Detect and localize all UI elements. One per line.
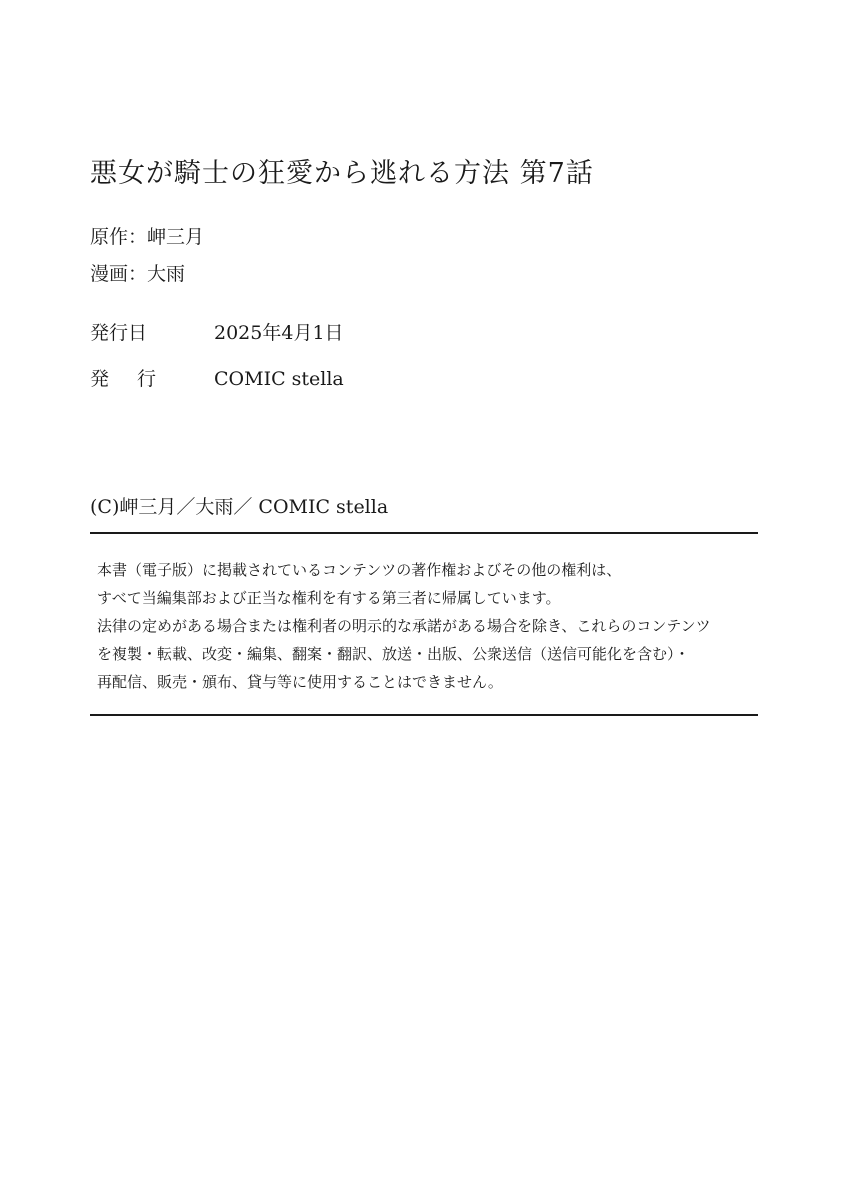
publication-date-value: 2025年4月1日 bbox=[214, 322, 344, 344]
original-author-credit: 原作：岬三月 bbox=[90, 226, 205, 248]
publication-date-label: 発行日 bbox=[90, 322, 148, 344]
rights-notice-line: 再配信、販売・頒布、貸与等に使用することはできません。 bbox=[97, 673, 503, 691]
publisher-label: 発行 bbox=[90, 368, 185, 390]
publisher-value: COMIC stella bbox=[214, 368, 344, 390]
artist-credit: 漫画：大雨 bbox=[90, 263, 186, 285]
publisher-row bbox=[90, 364, 344, 394]
divider-bottom bbox=[90, 714, 758, 716]
rights-notice-line: すべて当編集部および正当な権利を有する第三者に帰属しています。 bbox=[97, 589, 561, 607]
rights-notice-line: 法律の定めがある場合または権利者の明示的な承諾がある場合を除き、これらのコンテンツ bbox=[97, 617, 711, 635]
rights-notice-line: を複製・転載、改変・編集、翻案・翻訳、放送・出版、公衆送信（送信可能化を含む）・ bbox=[97, 645, 690, 663]
rights-notice bbox=[97, 556, 757, 696]
copyright-notice: (C)岬三月／大雨／ COMIC stella bbox=[90, 496, 389, 518]
work-title: 悪女が騎士の狂愛から逃れる方法 第7話 bbox=[90, 158, 594, 189]
divider-top bbox=[90, 532, 758, 534]
rights-notice-line: 本書（電子版）に掲載されているコンテンツの著作権およびその他の権利は、 bbox=[97, 561, 622, 579]
publication-date-row bbox=[90, 318, 344, 348]
